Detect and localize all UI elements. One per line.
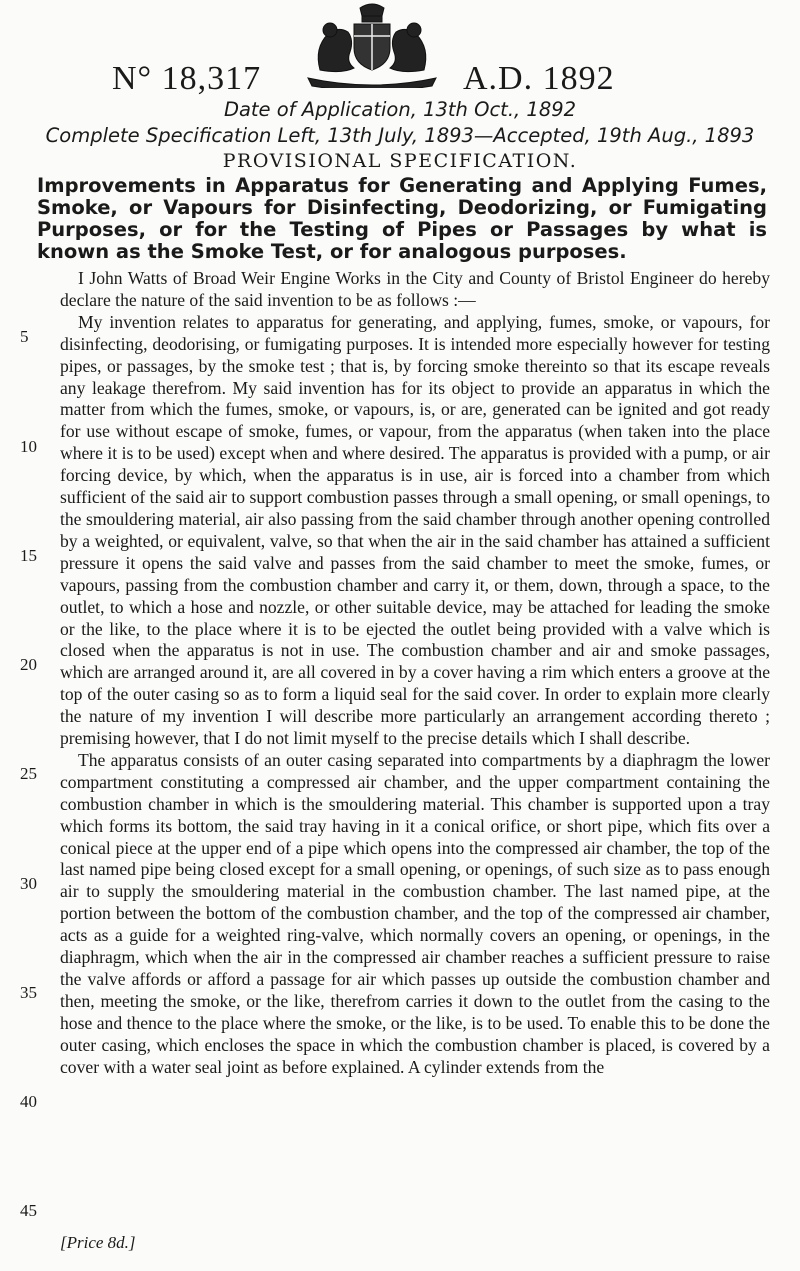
price-label: [Price 8d.] <box>60 1233 136 1252</box>
line-number: 25 <box>20 764 37 783</box>
patent-number: N° 18,317 <box>112 60 262 97</box>
line-number: 45 <box>20 1201 37 1220</box>
royal-coat-of-arms-icon <box>290 0 454 88</box>
section-heading: PROVISIONAL SPECIFICATION. <box>222 150 578 172</box>
line-number: 40 <box>20 1092 37 1111</box>
line-number: 5 <box>20 327 29 346</box>
paragraph-invention: My invention relates to apparatus for generating, and applying, fumes, smoke, or vapours, for disinfecting, deodorising, or fumigating purposes. It is intended more especially however for testing pipes, or passages, by the smoke test ; that is, by forcing smoke thereinto so that its escape reveals any leakage therefrom. My said invention has for its object to provide an apparatus in which the matter from which the fumes, smoke, or vapours, is, or are, generated can be ignited and got ready for use without escape of smoke, fumes, or vapour, from the apparatus (when taken into the place where it is to be used) except when and where desired. The apparatus is provided with a pump, or air forcing device, by which, when the apparatus is in use, air is forced into a chamber from which sufficient of the said air to support combustion passes through a small opening, or small openings, to the smouldering material, air also passing from the said chamber through another opening controlled by a weighted, or equivalent, valve, so that when the air in the said chamber has attained a sufficient pressure it opens the said valve and passes from the said chamber to meet the smoke, fumes, or vapours, passing from the combustion chamber and carry it, or them, down, through a space, to the outlet, to which a hose and nozzle, or other suitable device, may be attached for leading the smoke or the like, to the place where it is to be ejected the outlet being provided with a valve which is closed when the apparatus is not in use. The combustion chamber and air and smoke passages, which are arranged around it, are all covered in by a cover having a rim which enters a groove at the top of the outer casing so as to form a liquid seal for the said cover. In order to explain more clearly the nature of my invention I will describe more particularly an arrangement according thereto ; premising however, that I do not limit myself to the precise details which I shall describe. <box>60 311 770 749</box>
paragraph-apparatus: The apparatus consists of an outer casing separated into compartments by a diaphragm the lower compartment constituting a compressed air chamber, and the upper compartment containing the combustion chamber in which is the smouldering material. This chamber is supported upon a tray which forms its bottom, the said tray having in it a conical orifice, or short pipe, which fits over a conical piece at the upper end of a pipe which opens into the compressed air chamber, the top of the last named pipe being closed except for a small opening, or openings, of such size as to pass enough air to supply the smouldering material in the combustion chamber. The last named pipe, at the portion between the bottom of the combustion chamber, and the top of the compressed air chamber, acts as a guide for a weighted ring-valve, which normally covers an opening, or openings, in the diaphragm, which when the air in the compressed air chamber reaches a sufficient pressure to raise the valve affords or afford a passage for air which passes up outside the combustion chamber and then, meeting the smoke, or the like, therefrom carries it down to the outlet from the casing to the hose and thence to the place where the smoke, or the like, is to be used. To enable this to be done the outer casing, which encloses the space in which the combustion chamber is placed, is covered by a cover with a water seal joint as before explained. A cylinder extends from the <box>60 749 770 1077</box>
paragraph-declaration: I John Watts of Broad Weir Engine Works in the City and County of Bristol Engineer do hereby declare the nature of the said invention to be as follows :— <box>60 268 770 310</box>
specification-dates: Complete Specification Left, 13th July, 1893—Accepted, 19th Aug., 1893 <box>45 124 755 147</box>
specification-body <box>60 268 770 1079</box>
line-number: 10 <box>20 437 37 456</box>
line-number: 35 <box>20 983 37 1002</box>
application-date: Date of Application, 13th Oct., 1892 <box>223 98 577 121</box>
document-header <box>0 0 800 178</box>
line-number: 15 <box>20 546 37 565</box>
line-number: 30 <box>20 874 37 893</box>
line-number: 20 <box>20 655 37 674</box>
patent-year: A.D. 1892 <box>463 60 615 97</box>
patent-title: Improvements in Apparatus for Generating and Applying Fumes, Smoke, or Vapours for Disinfecting, Deodorizing, or Fumigating Purposes, or for the Testing of Pipes or Passages by what is known as the Smoke Test, or for analogous purposes. <box>37 174 767 263</box>
